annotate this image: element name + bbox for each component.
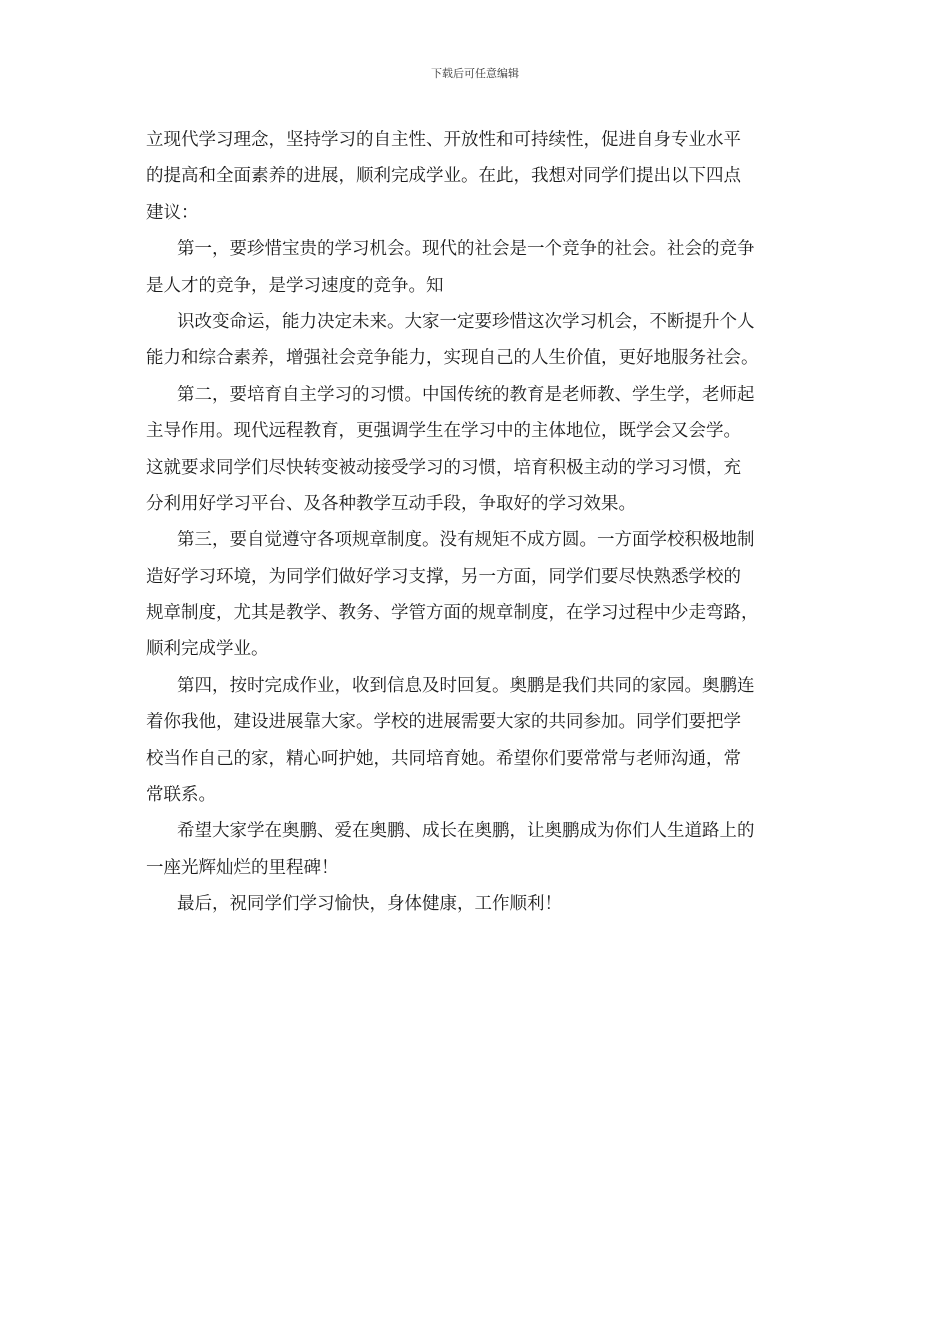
text-line: 校当作自己的家，精心呵护她，共同培育她。希望你们要常常与老师沟通，常 [146, 748, 741, 769]
text-line: 最后，祝同学们学习愉快，身体健康，工作顺利！ [177, 894, 562, 915]
text-line: 第三，要自觉遵守各项规章制度。没有规矩不成方圆。一方面学校积极地制 [177, 530, 755, 551]
text-line: 建议： [146, 202, 199, 223]
page-header: 下载后可任意编辑 [431, 67, 519, 80]
text-line: 造好学习环境，为同学们做好学习支撑，另一方面，同学们要尽快熟悉学校的 [146, 566, 741, 587]
text-line: 第一，要珍惜宝贵的学习机会。现代的社会是一个竞争的社会。社会的竞争 [177, 239, 755, 260]
text-line: 立现代学习理念，坚持学习的自主性、开放性和可持续性，促进自身专业水平 [146, 130, 741, 150]
text-line: 这就要求同学们尽快转变被动接受学习的习惯，培育积极主动的学习习惯，充 [146, 457, 741, 478]
text-line: 是人才的竞争，是学习速度的竞争。知 [146, 275, 444, 296]
text-line: 一座光辉灿烂的里程碑！ [146, 857, 339, 878]
text-line: 着你我他，建设进展靠大家。学校的进展需要大家的共同参加。同学们要把学 [146, 712, 741, 733]
text-line: 常联系。 [146, 785, 216, 806]
document-body [146, 122, 822, 923]
text-line: 的提高和全面素养的进展，顺利完成学业。在此，我想对同学们提出以下四点 [146, 166, 741, 187]
text-line: 主导作用。现代远程教育，更强调学生在学习中的主体地位，既学会又会学。 [146, 421, 741, 442]
text-line: 分利用好学习平台、及各种教学互动手段，争取好的学习效果。 [146, 493, 636, 514]
text-line: 能力和综合素养，增强社会竞争能力，实现自己的人生价值，更好地服务社会。 [146, 348, 759, 369]
text-line: 第二，要培育自主学习的习惯。中国传统的教育是老师教、学生学，老师起 [177, 384, 755, 405]
text-line: 识改变命运，能力决定未来。大家一定要珍惜这次学习机会，不断提升个人 [177, 311, 755, 332]
text-line: 顺利完成学业。 [146, 639, 269, 660]
text-line: 希望大家学在奥鹏、爱在奥鹏、成长在奥鹏，让奥鹏成为你们人生道路上的 [177, 821, 755, 842]
text-line: 规章制度，尤其是教学、教务、学管方面的规章制度，在学习过程中少走弯路， [146, 603, 759, 624]
text-line: 第四，按时完成作业，收到信息及时回复。奥鹏是我们共同的家园。奥鹏连 [177, 675, 755, 696]
